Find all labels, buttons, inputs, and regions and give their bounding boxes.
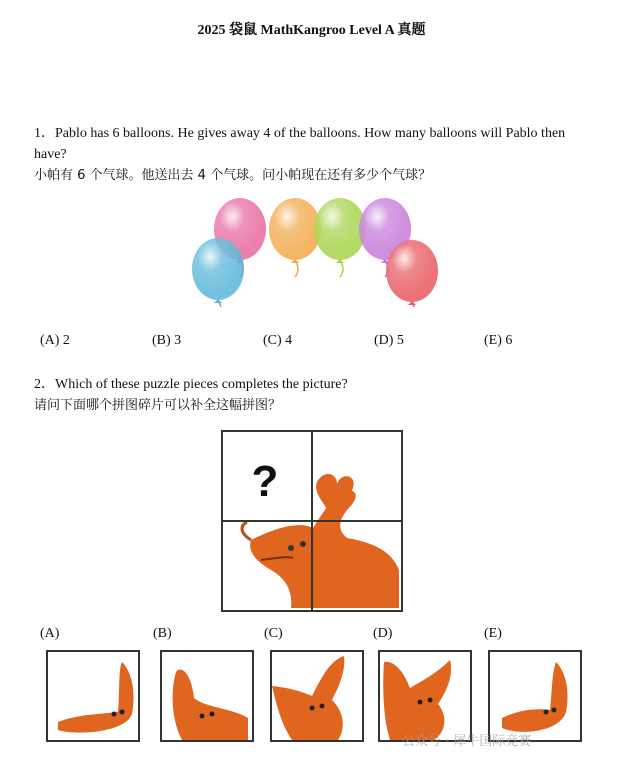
puzzle-piece-e[interactable] (488, 650, 582, 742)
kangaroo-head-icon (272, 652, 362, 740)
option-c[interactable]: (C) 4 (263, 333, 293, 348)
question-2 (34, 374, 594, 416)
page-title: 2025 袋鼠 MathKangroo Level A 真题 (197, 23, 426, 38)
balloon-icon (269, 198, 321, 277)
puzzle-picture (221, 430, 403, 612)
kangaroo-head-icon (48, 652, 138, 740)
question-mark: ? (251, 457, 279, 506)
option-b[interactable]: (B) 3 (152, 333, 182, 348)
option-d[interactable]: (D) 5 (374, 333, 404, 348)
option-a[interactable]: (A) 2 (40, 333, 70, 348)
option-a-label[interactable]: (A) (40, 626, 60, 641)
option-d-label[interactable]: (D) (373, 626, 393, 641)
question-1 (34, 123, 594, 186)
balloon-icon (314, 198, 366, 277)
puzzle-piece-a[interactable] (46, 650, 140, 742)
puzzle-piece-d[interactable] (378, 650, 472, 742)
option-c-label[interactable]: (C) (264, 626, 283, 641)
option-b-label[interactable]: (B) (153, 626, 172, 641)
puzzle-piece-b[interactable] (160, 650, 254, 742)
question-2-english: 2．Which of these puzzle pieces completes the picture? (34, 377, 348, 392)
puzzle-piece-c[interactable] (270, 650, 364, 742)
kangaroo-head-icon (162, 652, 252, 740)
question-2-chinese: 请问下面哪个拼图碎片可以补全这幅拼图？ (34, 398, 282, 413)
balloons-illustration (180, 195, 450, 307)
watermark: 公众号 · 犀牛国际竞赛 (402, 734, 532, 749)
balloon-icon (386, 240, 438, 307)
question-1-chinese: 小帕有 6 个气球。他送出去 4 个气球。问小帕现在还有多少个气球？ (34, 168, 432, 183)
option-e-label[interactable]: (E) (484, 626, 502, 641)
question-1-english: 1．Pablo has 6 balloons. He gives away 4 of the balloons. How many balloons will Pablo then have? (34, 126, 566, 162)
balloon-icon (192, 238, 244, 307)
kangaroo-head-icon (380, 652, 470, 740)
option-e[interactable]: (E) 6 (484, 333, 513, 348)
kangaroo-head-icon (490, 652, 580, 740)
